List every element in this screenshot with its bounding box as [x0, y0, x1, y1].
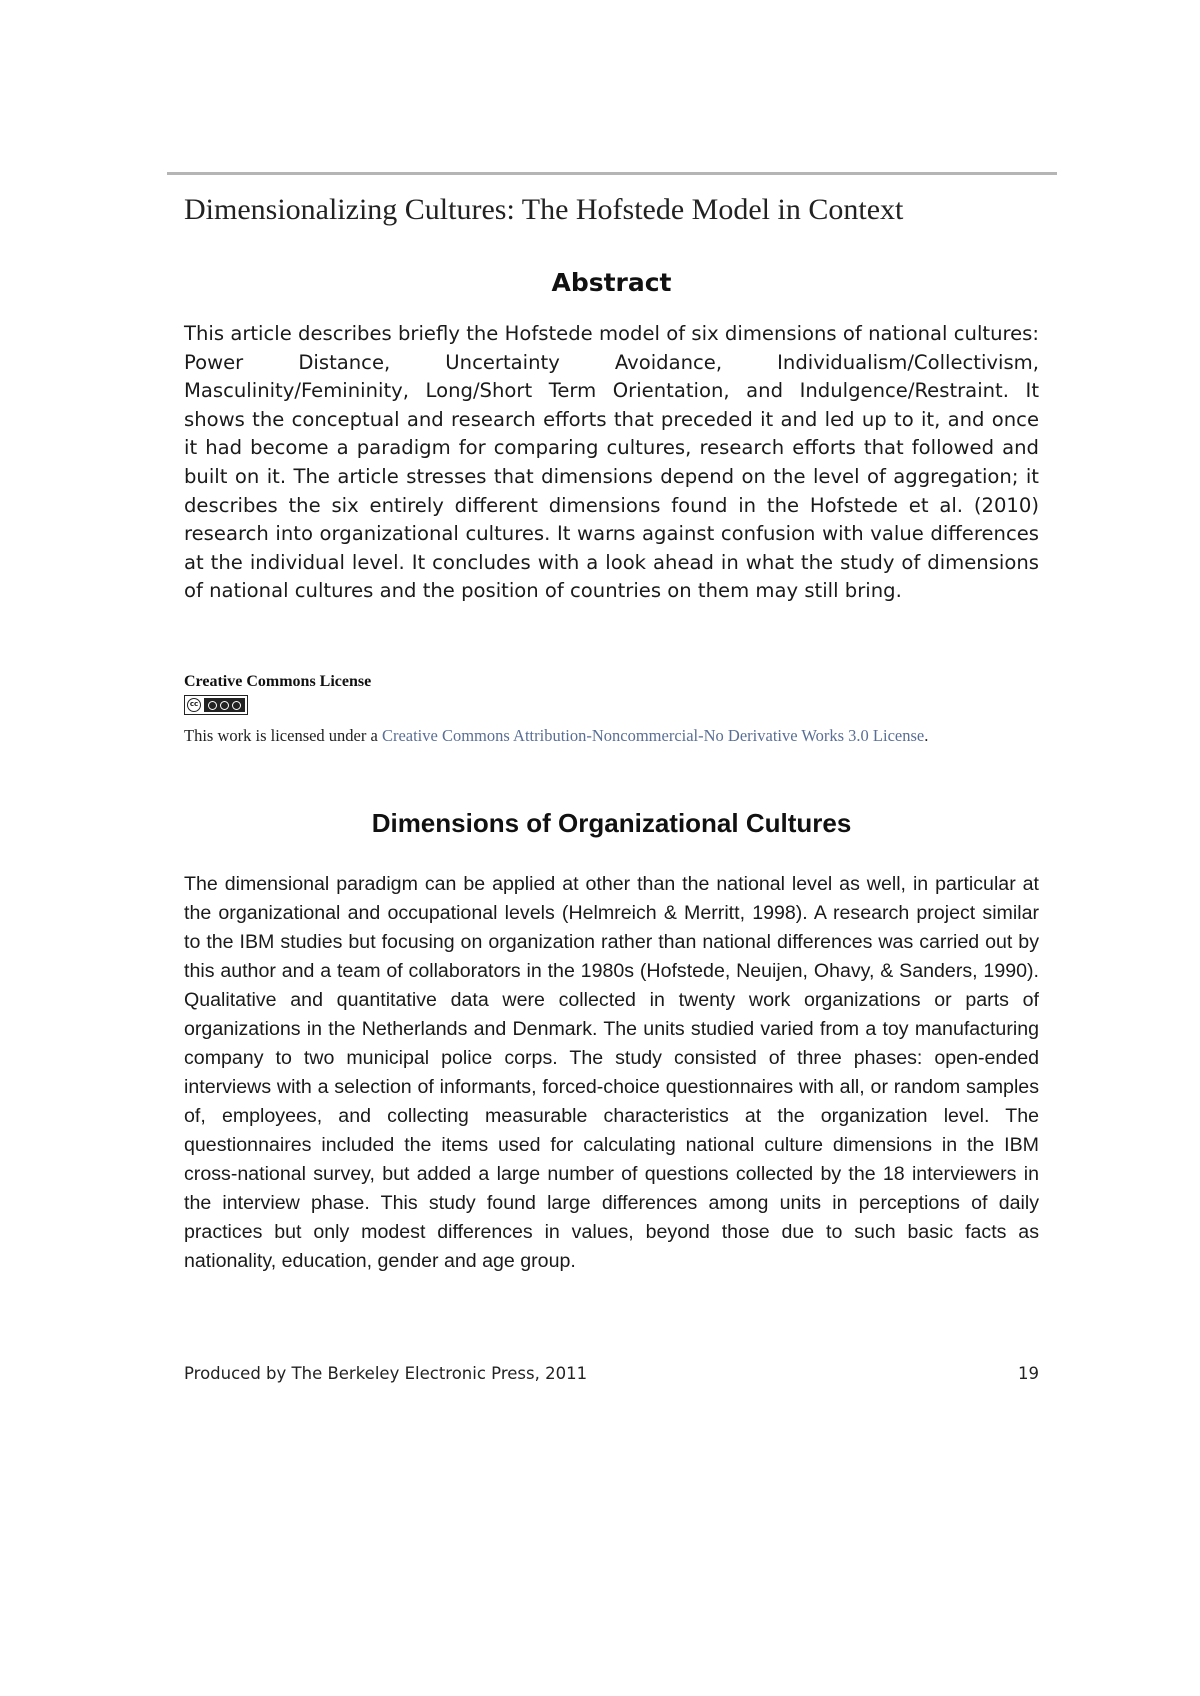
section-body: The dimensional paradigm can be applied at other than the national level as well, in particular at the organizational and occupational levels (Helmreich & Merritt, 1998). A research project similar to the IBM studies but focusing on organization rather than national differences was carried out by this author and a team of collaborators in the 1980s (Hofstede, Neuijen, Ohavy, & Sanders, 1990). Qualitative and quantitative data were collected in twenty work organizations or parts of organizations in the Netherlands and Denmark. The units studied varied from a toy manufacturing company to two municipal police corps. The study consisted of three phases: open-ended interviews with a selection of informants, forced-choice questionnaires with all, or random samples of, employees, and collecting measurable characteristics at the organization level. The questionnaires included the items used for calculating national culture dimensions in the IBM cross-national survey, but added a large number of questions collected by the 18 interviewers in the interview phase. This study found large differences among units in perceptions of daily practices but only modest differences in values, beyond those due to such basic facts as nationality, education, gender and age group.	[184, 873, 1039, 1272]
footer-page-number: 19	[1018, 1364, 1039, 1383]
abstract-body: This article describes briefly the Hofstede model of six dimensions of national cultures: Power Distance, Uncertainty Avoidance, Individualism/Collectivism, Masculinity/Femininity, Long/Short Term Orientation, and Indulgence/Restraint. It shows the conceptual and research efforts that preceded it and led up to it, and once it had become a paradigm for comparing cultures, research efforts that followed and built on it. The article stresses that dimensions depend on the level of aggregation; it describes the six entirely different dimensions found in the Hofstede et al. (2010) research into organizational cultures. It warns against confusion with value differences at the individual level. It concludes with a look ahead in what the study of dimensions of national cultures and the position of countries on them may still bring.	[184, 322, 1039, 603]
license-text-suffix: .	[924, 726, 929, 745]
license-heading: Creative Commons License	[184, 673, 372, 690]
license-block	[184, 672, 1044, 749]
running-title: Dimensionalizing Cultures: The Hofstede Model in Context	[184, 193, 904, 226]
header-rule	[167, 172, 1057, 175]
footer-publisher: Produced by The Berkeley Electronic Press, 2011	[184, 1364, 588, 1383]
cc-by-nc-nd-badge-icon[interactable]: cc	[184, 695, 248, 715]
license-text-prefix: This work is licensed under a	[184, 726, 382, 745]
license-link[interactable]: Creative Commons Attribution-Noncommercial-No Derivative Works 3.0 License	[381, 726, 925, 745]
section-heading: Dimensions of Organizational Cultures	[371, 808, 852, 838]
abstract-heading: Abstract	[551, 268, 672, 297]
license-text	[184, 723, 1044, 749]
